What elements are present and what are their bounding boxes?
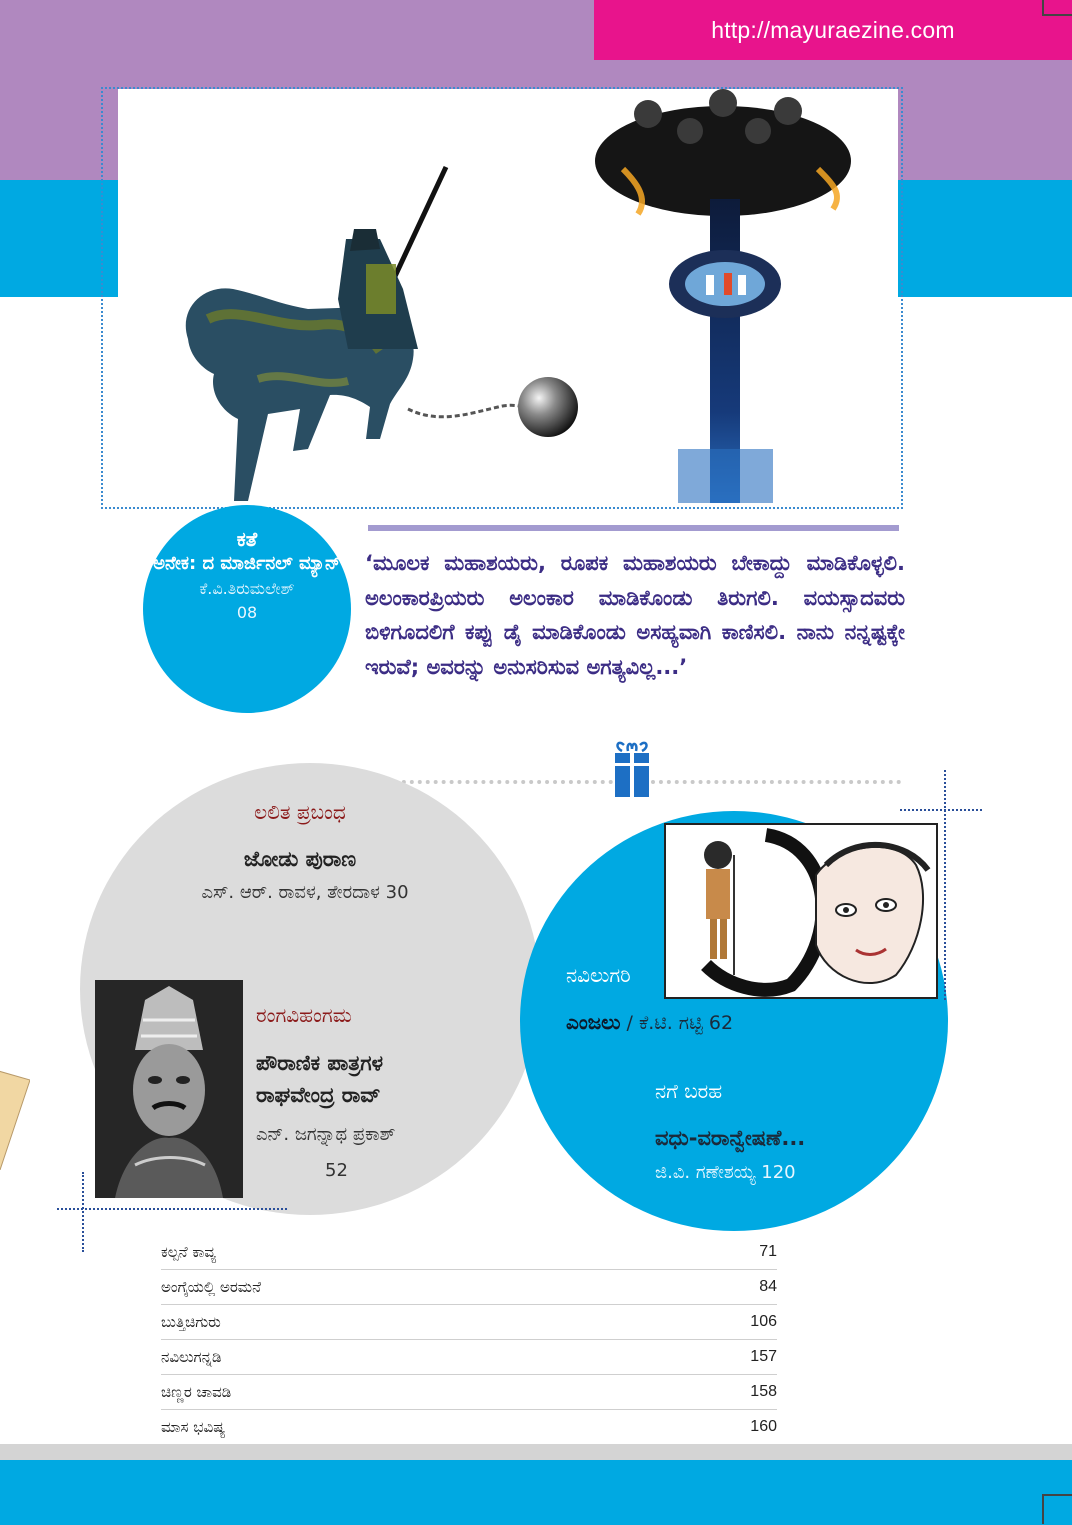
theatre-title-link[interactable] [256, 1047, 506, 1111]
story-page-number: 08 [236, 603, 258, 622]
humor-category: ನಗೆ ಬರಹ [655, 1079, 723, 1103]
theatre-page-number: 52 [325, 1160, 348, 1181]
satire-entry-link[interactable] [566, 1010, 733, 1034]
satire-author-page: / ಕೆ.ಟಿ. ಗಟ್ಟಿ 62 [620, 1012, 734, 1034]
crop-line-right-v [944, 770, 946, 1000]
toc-label: ಅಂಗೈಯಲ್ಲಿ ಅರಮನೆ [161, 1278, 262, 1296]
toc-label: ಕಲ್ಪನೆ ಕಾವ್ಯ [161, 1243, 217, 1261]
quote-divider [368, 525, 899, 531]
toc-page: 71 [759, 1243, 777, 1260]
toc-page: 157 [750, 1348, 777, 1365]
dotted-separator-right [651, 780, 901, 784]
theatre-title-line1: ಪೌರಾಣಿಕ ಪಾತ್ರಗಳ [256, 1051, 384, 1075]
toc-row[interactable] [161, 1410, 777, 1444]
cartoon-illustration [664, 823, 938, 999]
story-feature-circle[interactable] [143, 505, 351, 713]
website-url-text: http://mayuraezine.com [711, 16, 955, 43]
toc-label: ಬುತ್ತಿಚಿಗುರು [161, 1313, 221, 1331]
toc-row[interactable] [161, 1270, 777, 1305]
theatre-title-line2: ರಾಘವೇಂದ್ರ ರಾವ್ [256, 1083, 381, 1107]
toc-row[interactable] [161, 1305, 777, 1340]
adjacent-page-edge [0, 1030, 30, 1170]
satire-category: ನವಿಲುಗರಿ [566, 963, 631, 987]
dotted-separator-left [378, 780, 613, 784]
humor-title-link[interactable]: ವಧು-ವರಾನ್ವೇಷಣೆ... [655, 1126, 806, 1150]
toc-row[interactable] [161, 1235, 777, 1270]
gift-box-icon [614, 739, 650, 797]
toc-list [161, 1235, 777, 1444]
crop-line-right-h [900, 809, 982, 811]
toc-page: 106 [750, 1313, 777, 1330]
humor-author-page: ಜಿ.ವಿ. ಗಣೇಶಯ್ಯ 120 [655, 1162, 796, 1183]
crop-line-bottom-left-h [57, 1208, 287, 1210]
story-author: ಕೆ.ವಿ.ತಿರುಮಲೇಶ್ [199, 579, 295, 598]
toc-row[interactable] [161, 1375, 777, 1410]
essay-title-link[interactable]: ಜೋಡು ಪುರಾಣ [243, 847, 357, 871]
footer-band-grey [0, 1444, 1072, 1460]
toc-page: 160 [750, 1418, 777, 1435]
toc-label: ಚಿಣ್ಣರ ಚಾವಡಿ [161, 1383, 232, 1401]
story-title: ಅನೇಕ: ದ ಮಾರ್ಜಿನಲ್ ಮ್ಯಾನ್ [153, 553, 341, 574]
essay-category: ಲಲಿತ ಪ್ರಬಂಧ [254, 800, 346, 824]
crop-line-bottom-left-v [82, 1172, 84, 1252]
crop-mark-bottom-right [1042, 1494, 1072, 1524]
toc-label: ಮಾಸ ಭವಿಷ್ಯ [161, 1418, 226, 1436]
website-url-link[interactable] [594, 0, 1072, 60]
toc-page: 84 [759, 1278, 777, 1295]
satire-title: ಎಂಜಲು [566, 1010, 621, 1034]
toc-row[interactable] [161, 1340, 777, 1375]
actor-portrait-photo [95, 980, 243, 1198]
pull-quote: ‘ಮೂಲಕ ಮಹಾಶಯರು, ರೂಪಕ ಮಹಾಶಯರು ಬೇಕಾದ್ದು ಮಾಡಿಕೊಳ್ಳಲಿ. ಅಲಂಕಾರಪ್ರಿಯರು ಅಲಂಕಾರ ಮಾಡಿಕೊಂಡು ತಿರುಗಲಿ. ವಯಸ್ಸಾದವರು ಬಿಳಿಗೂದಲಿಗೆ ಕಪ್ಪು ಡೈ ಮಾಡಿಕೊಂಡು ಅಸಹ್ಯವಾಗಿ ಕಾಣಿಸಲಿ. ನಾನು ನನ್ನಷ್ಟಕ್ಕೇ ಇರುವೆ; ಅವರನ್ನು ಅನುಸರಿಸುವ ಅಗತ್ಯವಿಲ್ಲ...’ [365, 551, 905, 679]
theatre-category: ರಂಗವಿಹಂಗಮ [256, 1003, 352, 1027]
crop-mark-top-right [1042, 0, 1072, 16]
story-category: ಕತೆ [236, 527, 258, 551]
footer-band-blue [0, 1460, 1072, 1525]
essay-author-page: ಎಸ್. ಆರ್. ರಾವಳ, ತೇರದಾಳ 30 [201, 882, 409, 903]
knight-and-judges-illustration [118, 89, 898, 503]
hero-illustration [118, 89, 898, 503]
toc-label: ನವಿಲುಗನ್ನಡಿ [161, 1348, 222, 1366]
theatre-author: ಎನ್. ಜಗನ್ನಾಥ ಪ್ರಕಾಶ್ [256, 1124, 396, 1145]
toc-page: 158 [750, 1383, 777, 1400]
